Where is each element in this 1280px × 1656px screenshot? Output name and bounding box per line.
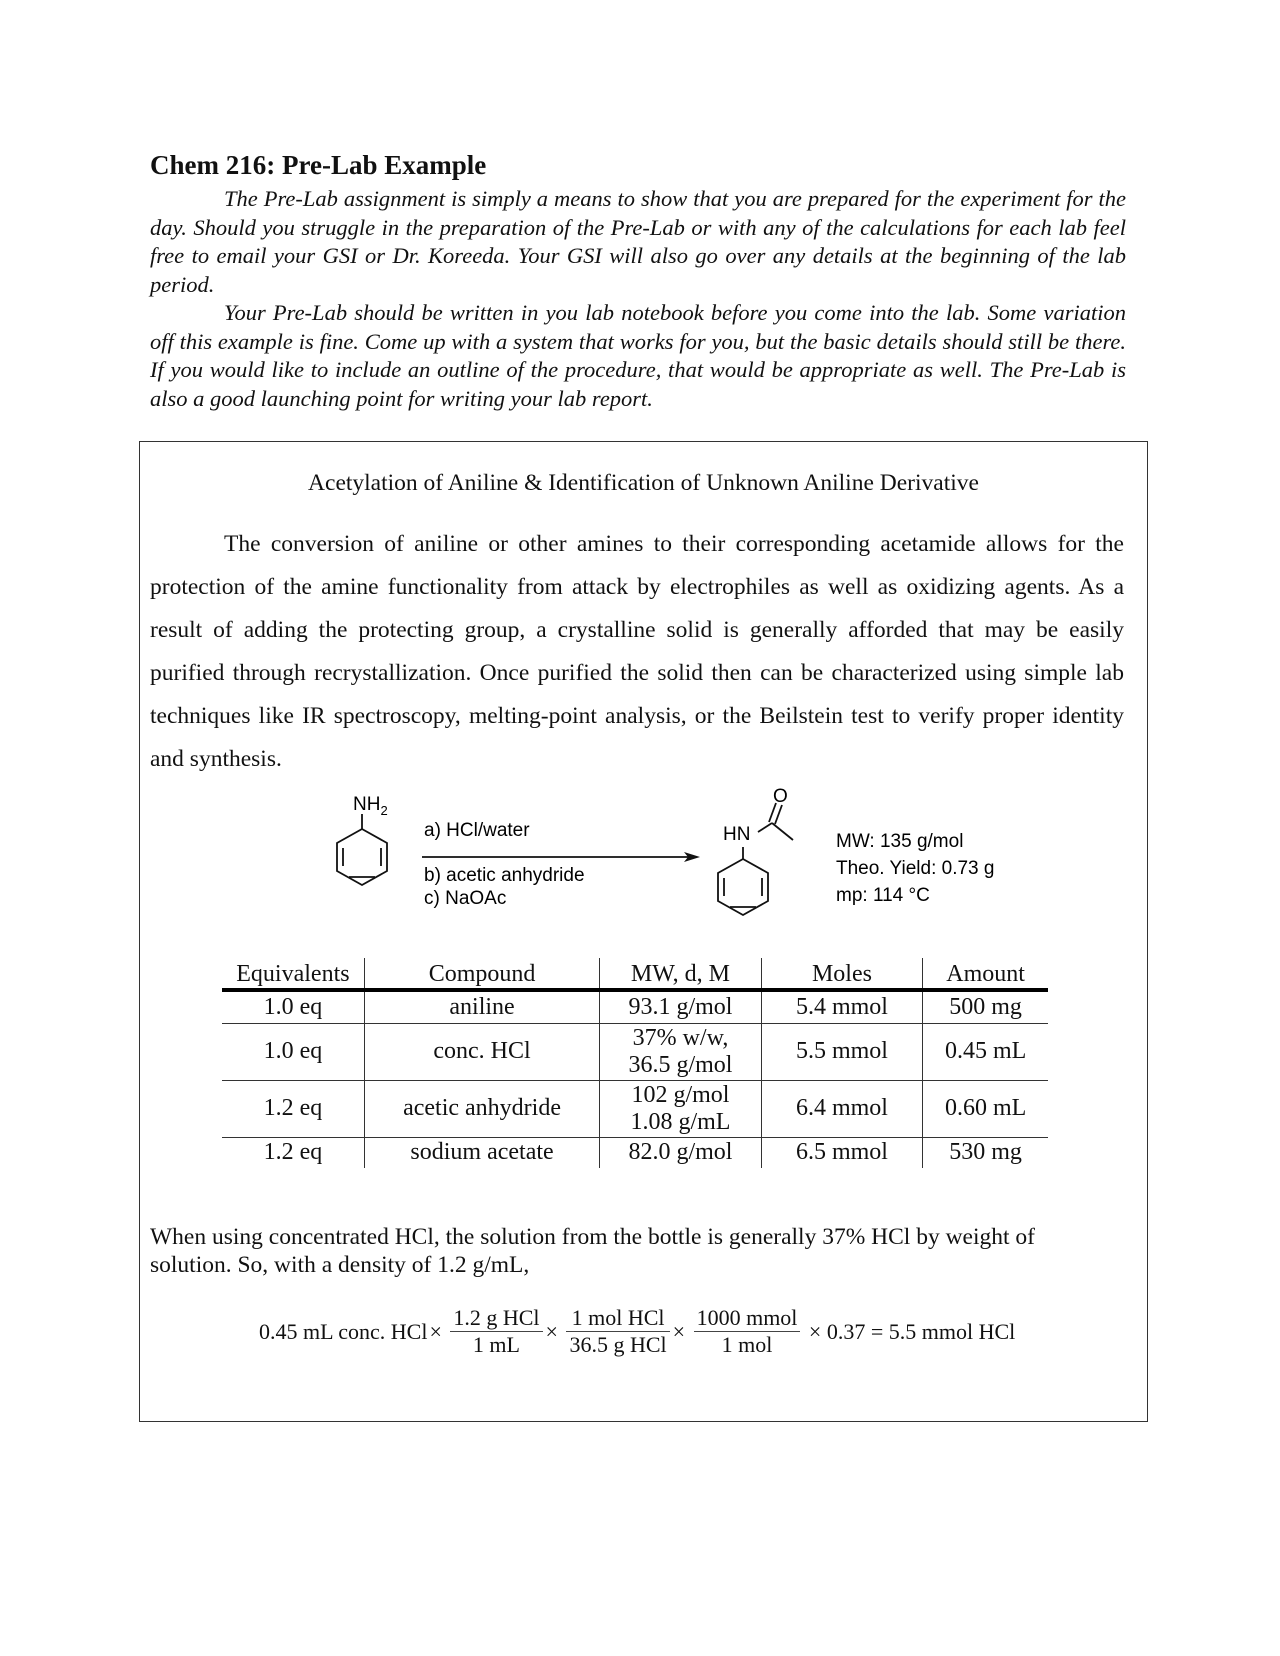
cell-amount: 0.45 mL: [923, 1023, 1048, 1080]
product-theo-yield: Theo. Yield: 0.73 g: [836, 858, 995, 879]
prelab-paragraph: [150, 523, 1124, 781]
cell-moles: 6.4 mmol: [761, 1080, 923, 1137]
cell-amount: 530 mg: [923, 1137, 1048, 1168]
intro-text-2: Your Pre-Lab should be written in you lab notebook before you come into the lab. Some variation off this example is fine. Come up with a system that works for you, but the basic details should still be there. If you would like to include an outline of the procedure, that would be appropriate as well. The Pre-Lab is also a good launching point for writing your lab report.: [150, 300, 1126, 411]
product-mp: mp: 114 °C: [836, 885, 930, 906]
calc-start: 0.45 mL conc. HCl: [259, 1318, 428, 1344]
cell-equivalents: 1.2 eq: [222, 1080, 364, 1137]
cell-compound: acetic anhydride: [364, 1080, 599, 1137]
fraction-mmol: [694, 1305, 801, 1358]
header-amount: Amount: [923, 958, 1048, 990]
fraction-denominator: 1 mL: [472, 1332, 520, 1357]
hcl-note: When using concentrated HCl, the solution from the bottle is generally 37% HCl by weight of solution. So, with a density of 1.2 g/mL,: [150, 1224, 1035, 1278]
reaction-arrow: [422, 852, 700, 862]
cell-mw: 82.0 g/mol: [600, 1137, 761, 1168]
calc-result: × 0.37 = 5.5 mmol HCl: [808, 1318, 1016, 1344]
cell-mw-line: 102 g/mol: [631, 1081, 730, 1108]
times-sign: ×: [672, 1318, 686, 1344]
header-mw: MW, d, M: [600, 958, 761, 990]
times-sign: ×: [429, 1318, 442, 1344]
cell-compound: sodium acetate: [364, 1137, 599, 1168]
cell-mw: [600, 1023, 761, 1080]
header-equivalents: Equivalents: [222, 958, 364, 990]
condition-a: a) HCl/water: [424, 820, 530, 841]
table-row: [222, 1080, 1048, 1137]
fraction-denominator: 36.5 g HCl: [569, 1332, 667, 1357]
cell-equivalents: 1.0 eq: [222, 1023, 364, 1080]
cell-mw: [600, 1080, 761, 1137]
amide-nh-label: HN: [723, 824, 751, 845]
intro-paragraph-1: [150, 185, 1126, 299]
fraction-numerator: 1.2 g HCl: [450, 1305, 542, 1332]
cell-mw-line: 37% w/w,: [632, 1024, 729, 1051]
cell-amount: 0.60 mL: [923, 1080, 1048, 1137]
product-mw: MW: 135 g/mol: [836, 831, 964, 852]
aniline-structure: [337, 814, 387, 885]
fraction-numerator: 1000 mmol: [694, 1305, 801, 1332]
cell-compound: conc. HCl: [364, 1023, 599, 1080]
intro-text-1: The Pre-Lab assignment is simply a means to show that you are prepared for the experiment for the day. Should you struggle in the preparation of the Pre-Lab or with any of the calculations for each lab feel free to email your GSI or Dr. Koreeda. Your GSI will also go over any details at the beginning of the lab period.: [150, 186, 1126, 297]
acetanilide-structure: [718, 803, 793, 915]
carbonyl-oxygen-label: O: [773, 786, 788, 807]
cell-moles: 5.4 mmol: [761, 990, 923, 1023]
cell-mw-line: 36.5 g/mol: [628, 1051, 733, 1078]
fraction-density: [450, 1305, 542, 1358]
fraction-numerator: 1 mol HCl: [566, 1305, 669, 1332]
cell-mw: 93.1 g/mol: [600, 990, 761, 1023]
prelab-heading: Acetylation of Aniline & Identification of Unknown Aniline Derivative: [308, 470, 979, 496]
cell-compound: aniline: [364, 990, 599, 1023]
intro-paragraph-2: [150, 299, 1126, 413]
table-row: [222, 1023, 1048, 1080]
hcl-calculation: [258, 1305, 1016, 1358]
reaction-scheme: [300, 780, 1060, 930]
fraction-molar-mass: [566, 1305, 669, 1358]
reagent-table: [222, 958, 1048, 1168]
condition-c: c) NaOAc: [424, 888, 507, 909]
fraction-denominator: 1 mol: [721, 1332, 773, 1357]
times-sign: ×: [545, 1318, 558, 1344]
table-row: [222, 1137, 1048, 1168]
header-moles: Moles: [761, 958, 923, 990]
cell-amount: 500 mg: [923, 990, 1048, 1023]
prelab-paragraph-text: The conversion of aniline or other amines to their corresponding acetamide allows for the protection of the amine functionality from attack by electrophiles as well as oxidizing agents. As a result of adding the protecting group, a crystalline solid is generally afforded that may be easily purified through recrystallization. Once purified the solid then can be characterized using simple lab techniques like IR spectroscopy, melting-point analysis, or the Beilstein test to verify proper identity and synthesis.: [150, 531, 1124, 772]
header-compound: Compound: [364, 958, 599, 990]
cell-mw-line: 1.08 g/mL: [630, 1108, 731, 1135]
cell-moles: 6.5 mmol: [761, 1137, 923, 1168]
aniline-amine-label: $NH_2$: [353, 794, 388, 818]
table-row: [222, 990, 1048, 1023]
page-title: Chem 216: Pre-Lab Example: [150, 150, 487, 180]
table-header-row: [222, 958, 1048, 990]
condition-b: b) acetic anhydride: [424, 865, 585, 886]
cell-moles: 5.5 mmol: [761, 1023, 923, 1080]
cell-equivalents: 1.0 eq: [222, 990, 364, 1023]
cell-equivalents: 1.2 eq: [263, 1139, 323, 1166]
